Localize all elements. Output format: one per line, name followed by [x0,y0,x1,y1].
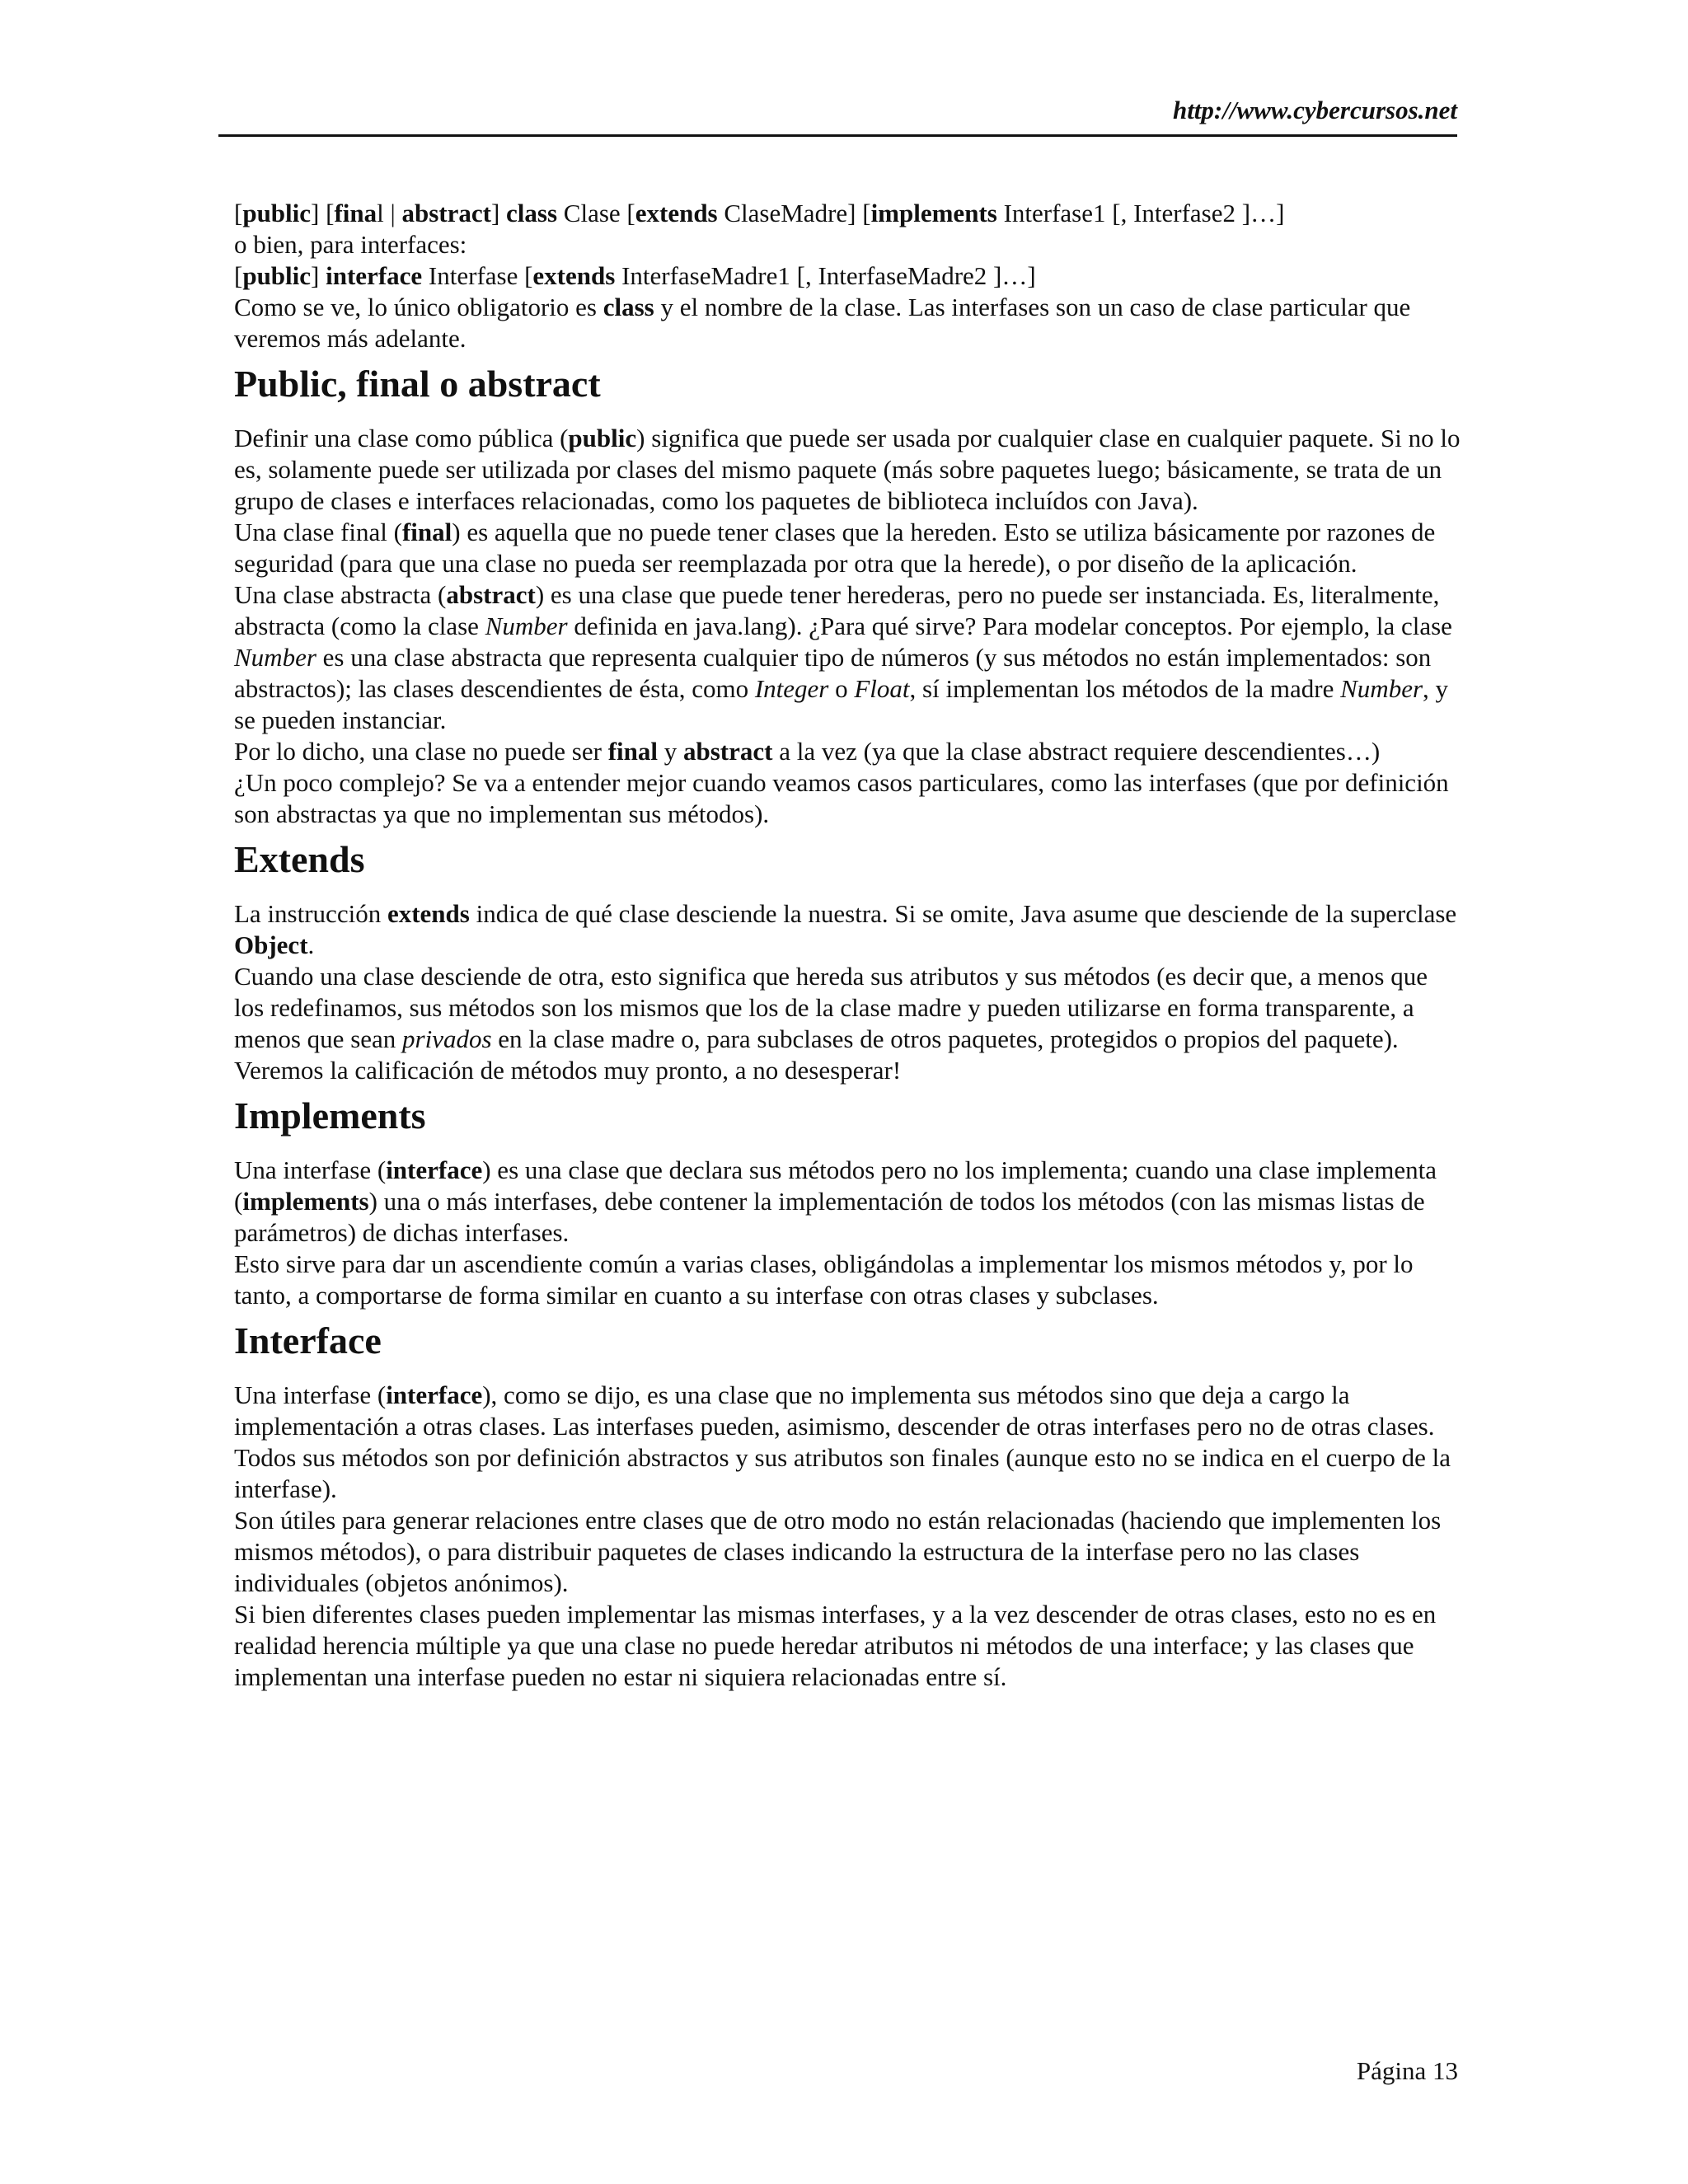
document-body [234,198,1462,1693]
heading-implements: Implements [234,1094,426,1137]
keyword-class: class [603,293,654,321]
keyword-public: public [242,199,312,227]
paragraph-complex: ¿Un poco complejo? Se va a entender mejor cuando veamos casos particulares, como las interfases (que por definición son abstractas ya que no implementan sus métodos). [234,768,1449,828]
syntax-note: Como se ve, lo único obligatorio es class y el nombre de la clase. Las interfases son un caso de clase particular que veremos más adelante. [234,293,1411,353]
paragraph-implements: Una interfase (interface) es una clase que declara sus métodos pero no los implementa; cuando una clase implementa (implements) una o más interfases, debe contener la implementación de todos los métodos (con las mismas listas de parámetros) de dichas interfases. [234,1155,1437,1247]
heading-interface: Interface [234,1319,382,1361]
syntax-intro-interfaces: o bien, para interfaces: [234,230,467,259]
paragraph-inheritance: Cuando una clase desciende de otra, esto significa que hereda sus atributos y sus métodos (es decir que, a menos que los redefinamos, sus métodos son los mismos que los de la clase madre y pueden utilizarse en forma transparente, a menos que sean privados en la clase madre o, para subclases de otros paquetes, protegidos o propios del paquete). Veremos la calificación de métodos muy pronto, a no desesperar! [234,962,1428,1085]
keyword-implements: implements [870,199,997,227]
keyword-final: fina [334,199,377,227]
header-url: http://www.cybercursos.net [1172,96,1457,124]
paragraph-interface: Una interfase (interface), como se dijo, es una clase que no implementa sus métodos sino que deja a cargo la implementación a otras clases. Las interfases pueden, asimismo, descender de otras interfases pero no de otras clases. [234,1380,1435,1441]
heading-extends: Extends [234,838,365,880]
keyword-abstract: abstract [401,199,491,227]
paragraph-public: Definir una clase como pública (public) significa que puede ser usada por cualquier clase en cualquier paquete. Si no lo es, solamente puede ser utilizada por clases del mismo paquete (más sobre paquetes luego; básicamente, se trata de un grupo de clases e interfaces relacionadas, como los paquetes de biblioteca incluídos con Java). [234,424,1461,515]
syntax-class-declaration: [public] [final | abstract] class Clase [extends ClaseMadre] [implements Interfase1 [, Interfase2 ]…] [234,199,1285,227]
syntax-interface-declaration: [public] interface Interfase [extends InterfaseMadre1 [, InterfaseMadre2 ]…] [234,261,1036,290]
keyword-public: public [242,261,312,290]
heading-public-final-abstract: Public, final o abstract [234,363,601,405]
paragraph-uses: Son útiles para generar relaciones entre clases que de otro modo no están relacionadas (haciendo que implementen los mismos métodos), o para distribuir paquetes de clases indicando la estructura de la interfase pero no las clases individuales (objetos anónimos). [234,1506,1442,1597]
paragraph-abstract: Una clase abstracta (abstract) es una clase que puede tener herederas, pero no puede ser instanciada. Es, literalmente, abstracta (como la clase Number definida en java.lang). ¿Para qué sirve? Para modelar conceptos. Por ejemplo, la clase Number es una clase abstracta que representa cualquier tipo de números (y sus métodos no están implementados: son abstractos); las clases descendientes de ésta, como Integer o Float, sí implementan los métodos de la madre Number, y se pueden instanciar. [234,580,1452,734]
paragraph-extends: La instrucción extends indica de qué clase desciende la nuestra. Si se omite, Java asume que desciende de la superclase Object. [234,899,1457,959]
paragraph-final: Una clase final (final) es aquella que no puede tener clases que la hereden. Esto se utiliza básicamente por razones de seguridad (para que una clase no pueda ser reemplazada por otra que la herede), o por diseño de la aplicación. [234,518,1436,578]
paragraph-common-ancestor: Esto sirve para dar un ascendiente común a varias clases, obligándolas a implementar los mismos métodos y, por lo tanto, a comportarse de forma similar en cuanto a su interfase con otras clases y subclases. [234,1249,1414,1310]
paragraph-multiple-inheritance: Si bien diferentes clases pueden implementar las mismas interfases, y a la vez descender de otras clases, esto no es en realidad herencia múltiple ya que una clase no puede heredar atributos ni métodos de una interface; y las clases que implementan una interfase pueden no estar ni siquiera relacionadas entre sí. [234,1600,1437,1691]
page-number: Página 13 [1356,2056,1458,2085]
keyword-interface: interface [326,261,423,290]
keyword-extends: extends [532,261,616,290]
keyword-class: class [506,199,558,227]
page-header [218,92,1457,137]
paragraph-abstract-methods: Todos sus métodos son por definición abstractos y sus atributos son finales (aunque esto no se indica en el cuerpo de la interfase). [234,1443,1451,1503]
paragraph-final-and-abstract: Por lo dicho, una clase no puede ser final y abstract a la vez (ya que la clase abstract requiere descendientes…) [234,737,1381,766]
keyword-extends: extends [635,199,718,227]
